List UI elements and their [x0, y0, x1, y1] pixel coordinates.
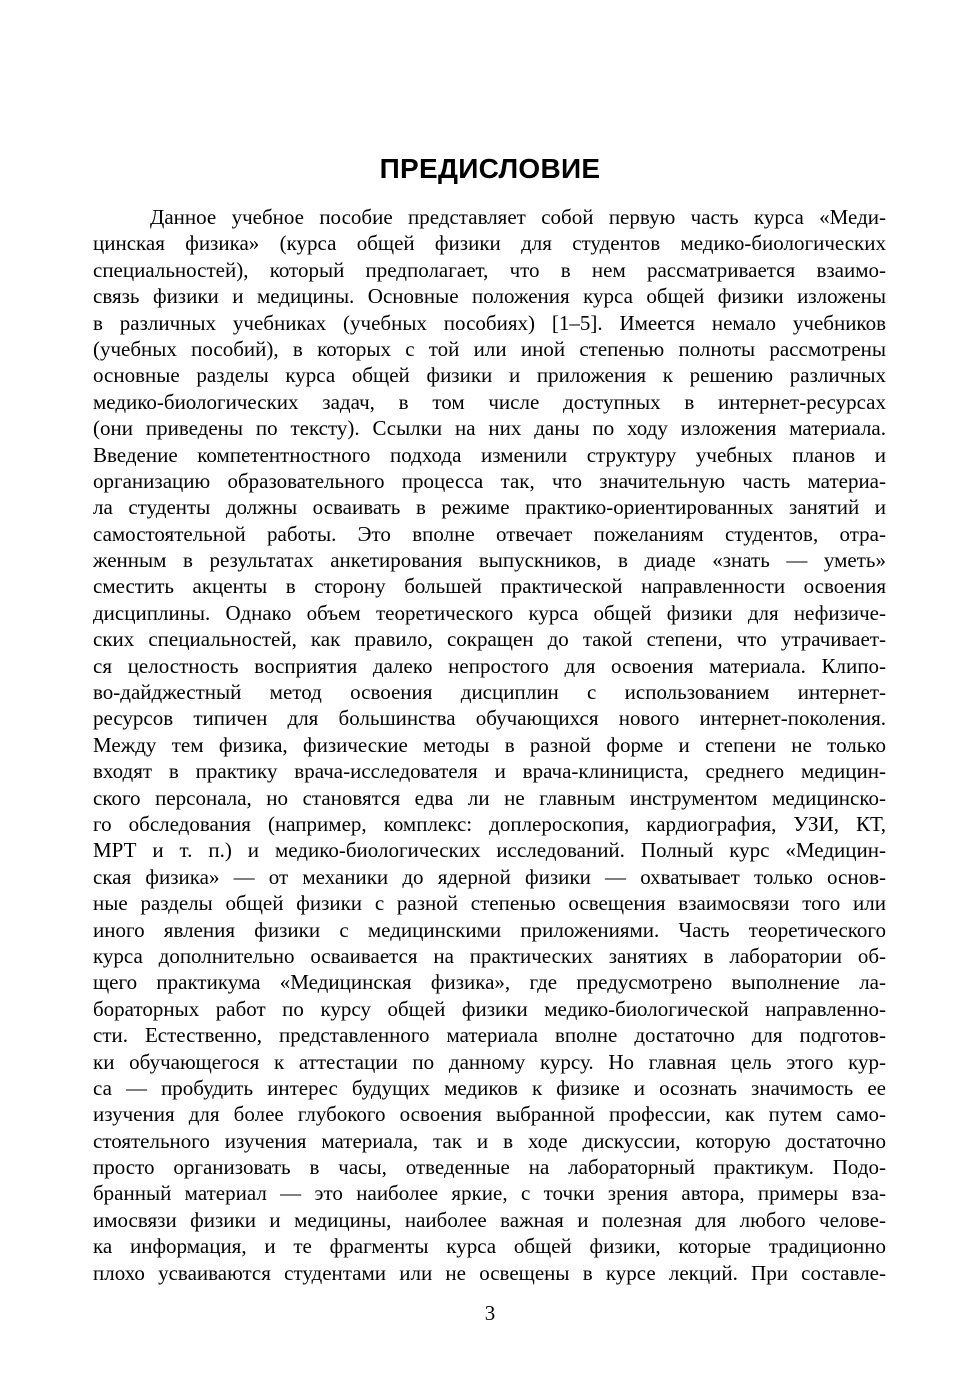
text-line-16: дисциплины. Однако объем теоретического курса общей физики для нефизиче-: [93, 600, 886, 625]
text-line-40: ка информация, и те фрагменты курса общей физики, которые традиционно: [93, 1234, 886, 1259]
text-line-29: курса дополнительно осваивается на практических занятиях в лаборатории об-: [93, 943, 886, 968]
text-line-2: цинская физика» (курса общей физики для студентов медико-биологических: [93, 231, 886, 256]
page-number: 3: [484, 1301, 496, 1325]
text-line-28: иного явления физики с медицинскими приложениями. Часть теоретического: [93, 917, 886, 942]
preface-paragraph: [93, 204, 886, 1286]
text-line-26: ская физика» — от механики до ядерной физики — охватывает только основ-: [93, 864, 886, 889]
text-line-38: бранный материал — это наиболее яркие, с точки зрения автора, примеры вза-: [93, 1181, 886, 1206]
text-line-30: щего практикума «Медицинская физика», где предусмотрено выполнение ла-: [93, 970, 886, 995]
text-line-34: са — пробудить интерес будущих медиков к физике и осознать значимость ее: [93, 1075, 886, 1100]
text-line-4: связь физики и медицины. Основные положения курса общей физики изложены: [93, 284, 886, 309]
text-line-1: Данное учебное пособие представляет собой первую часть курса «Меди-: [150, 205, 886, 229]
page-title: ПРЕДИСЛОВИЕ: [379, 153, 601, 184]
text-line-14: женным в результатах анкетирования выпускников, в диаде «знать — уметь»: [93, 548, 886, 573]
text-line-37: просто организовать в часы, отведенные на лабораторный практикум. Подо-: [93, 1155, 886, 1180]
text-line-39: имосвязи физики и медицины, наиболее важная и полезная для любого челове-: [93, 1207, 886, 1232]
text-line-17: ских специальностей, как правило, сокращен до такой степени, что утрачивает-: [93, 627, 886, 652]
text-line-19: во-дайджестный метод освоения дисциплин с использованием интернет-: [93, 680, 886, 705]
text-line-15: сместить акценты в сторону большей практической направленности освоения: [93, 574, 886, 599]
text-line-6: (учебных пособий), в которых с той или иной степенью полноты рассмотрены: [93, 336, 886, 361]
text-line-21: Между тем физика, физические методы в разной форме и степени не только: [93, 732, 886, 757]
text-line-20: ресурсов типичен для большинства обучающихся нового интернет-поколения.: [93, 706, 886, 731]
text-line-36: стоятельного изучения материала, так и в ходе дискуссии, которую достаточно: [93, 1128, 886, 1153]
text-line-3: специальностей), который предполагает, что в нем рассматривается взаимо-: [93, 257, 886, 282]
text-line-33: ки обучающегося к аттестации по данному курсу. Но главная цель этого кур-: [93, 1049, 886, 1074]
text-line-22: входят в практику врача-исследователя и врача-клинициста, среднего медицин-: [93, 759, 886, 784]
text-line-10: Введение компетентностного подхода изменили структуру учебных планов и: [93, 442, 886, 467]
text-line-11: организацию образовательного процесса так, что значительную часть материа-: [93, 468, 886, 493]
text-line-5: в различных учебниках (учебных пособиях) [1–5]. Имеется немало учебников: [93, 310, 886, 335]
text-line-41: плохо усваиваются студентами или не освещены в курсе лекций. При составле-: [93, 1260, 886, 1285]
text-line-35: изучения для более глубокого освоения выбранной профессии, как путем само-: [93, 1102, 886, 1127]
text-line-8: медико-биологических задач, в том числе доступных в интернет-ресурсах: [93, 389, 886, 414]
text-line-7: основные разделы курса общей физики и приложения к решению различных: [93, 363, 886, 388]
text-line-23: ского персонала, но становятся едва ли не главным инструментом медицинско-: [93, 785, 886, 810]
text-line-18: ся целостность восприятия далеко непростого для освоения материала. Клипо-: [93, 653, 886, 678]
text-line-9: (они приведены по тексту). Ссылки на них даны по ходу изложения материала.: [93, 416, 886, 441]
text-line-24: го обследования (например, комплекс: доплероскопия, кардиография, УЗИ, КТ,: [93, 811, 886, 836]
text-line-13: самостоятельной работы. Это вполне отвечает пожеланиям студентов, отра-: [93, 521, 886, 546]
text-line-25: МРТ и т. п.) и медико-биологических исследований. Полный курс «Медицин-: [93, 838, 886, 863]
text-line-32: сти. Естественно, представленного материала вполне достаточно для подготов-: [93, 1023, 886, 1048]
text-line-27: ные разделы общей физики с разной степенью освещения взаимосвязи того или: [93, 891, 886, 916]
text-line-31: бораторных работ по курсу общей физики медико-биологической направленно-: [93, 996, 886, 1021]
text-line-12: ла студенты должны осваивать в режиме практико-ориентированных занятий и: [93, 495, 886, 520]
